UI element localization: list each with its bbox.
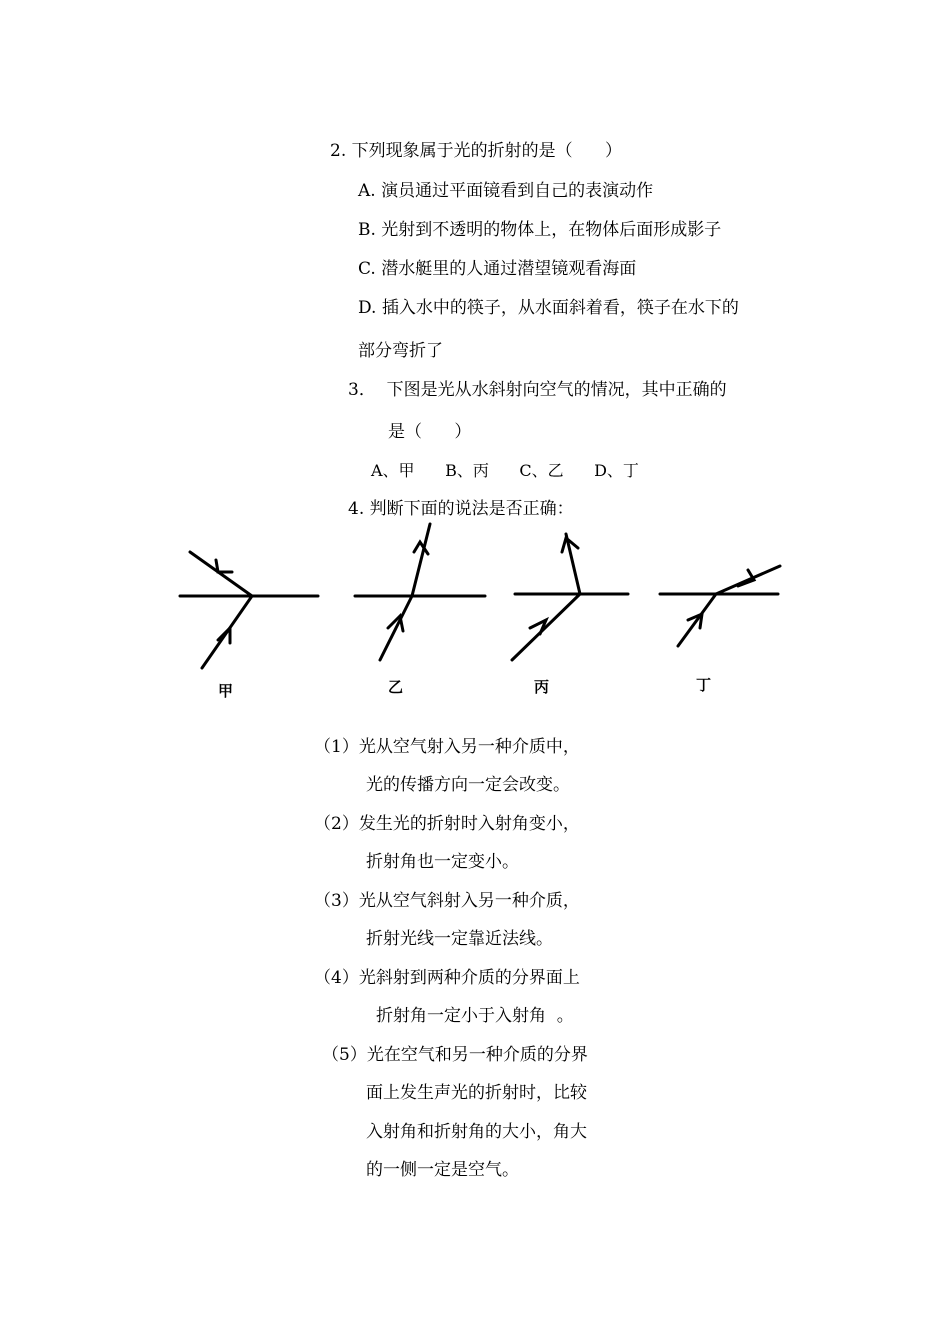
q3-stem: 3． 下图是光从水斜射向空气的情况，其中正确的	[348, 380, 727, 400]
label-jia: 甲	[218, 682, 234, 700]
statement-1: （1）光从空气射入另一种介质中，	[314, 737, 580, 757]
label-yi: 乙	[388, 678, 404, 696]
label-ding: 丁	[696, 676, 712, 694]
q2-option-a: A. 演员通过平面镜看到自己的表演动作	[358, 181, 654, 201]
statement-5-cont-3: 的一侧一定是空气。	[366, 1160, 519, 1180]
diagram-ding	[660, 566, 780, 646]
label-bing: 丙	[534, 678, 550, 696]
q2-option-d-cont: 部分弯折了	[358, 341, 443, 361]
statement-2: （2）发生光的折射时入射角变小，	[314, 814, 580, 834]
statement-3: （3）光从空气斜射入另一种介质，	[314, 891, 580, 911]
q3-stem-cont: 是（ ）	[388, 422, 472, 442]
statement-3-cont: 折射光线一定靠近法线。	[366, 929, 553, 949]
q2-option-b: B. 光射到不透明的物体上，在物体后面形成影子	[358, 220, 722, 240]
q4-stem: 4. 判断下面的说法是否正确：	[348, 499, 574, 519]
refraction-figure	[170, 520, 800, 710]
statement-5-cont-2: 入射角和折射角的大小，角大	[366, 1122, 587, 1142]
q2-stem: 2. 下列现象属于光的折射的是（ ）	[330, 141, 623, 161]
statement-5: （5）光在空气和另一种介质的分界	[322, 1045, 588, 1065]
diagram-yi	[355, 524, 485, 660]
q3-options: A、甲 B、丙 C、乙 D、丁	[371, 461, 639, 480]
statement-4: （4）光斜射到两种介质的分界面上	[314, 968, 580, 988]
statement-2-cont: 折射角也一定变小。	[366, 852, 519, 872]
statement-5-cont-1: 面上发生声光的折射时，比较	[366, 1083, 587, 1103]
statement-1-cont: 光的传播方向一定会改变。	[366, 775, 570, 795]
statement-4-cont: 折射角一定小于入射角 。	[376, 1006, 574, 1026]
diagram-bing	[512, 534, 628, 660]
diagram-jia	[180, 552, 318, 668]
q2-option-d: D. 插入水中的筷子，从水面斜着看，筷子在水下的	[358, 298, 739, 318]
q2-option-c: C. 潜水艇里的人通过潜望镜观看海面	[358, 259, 637, 279]
